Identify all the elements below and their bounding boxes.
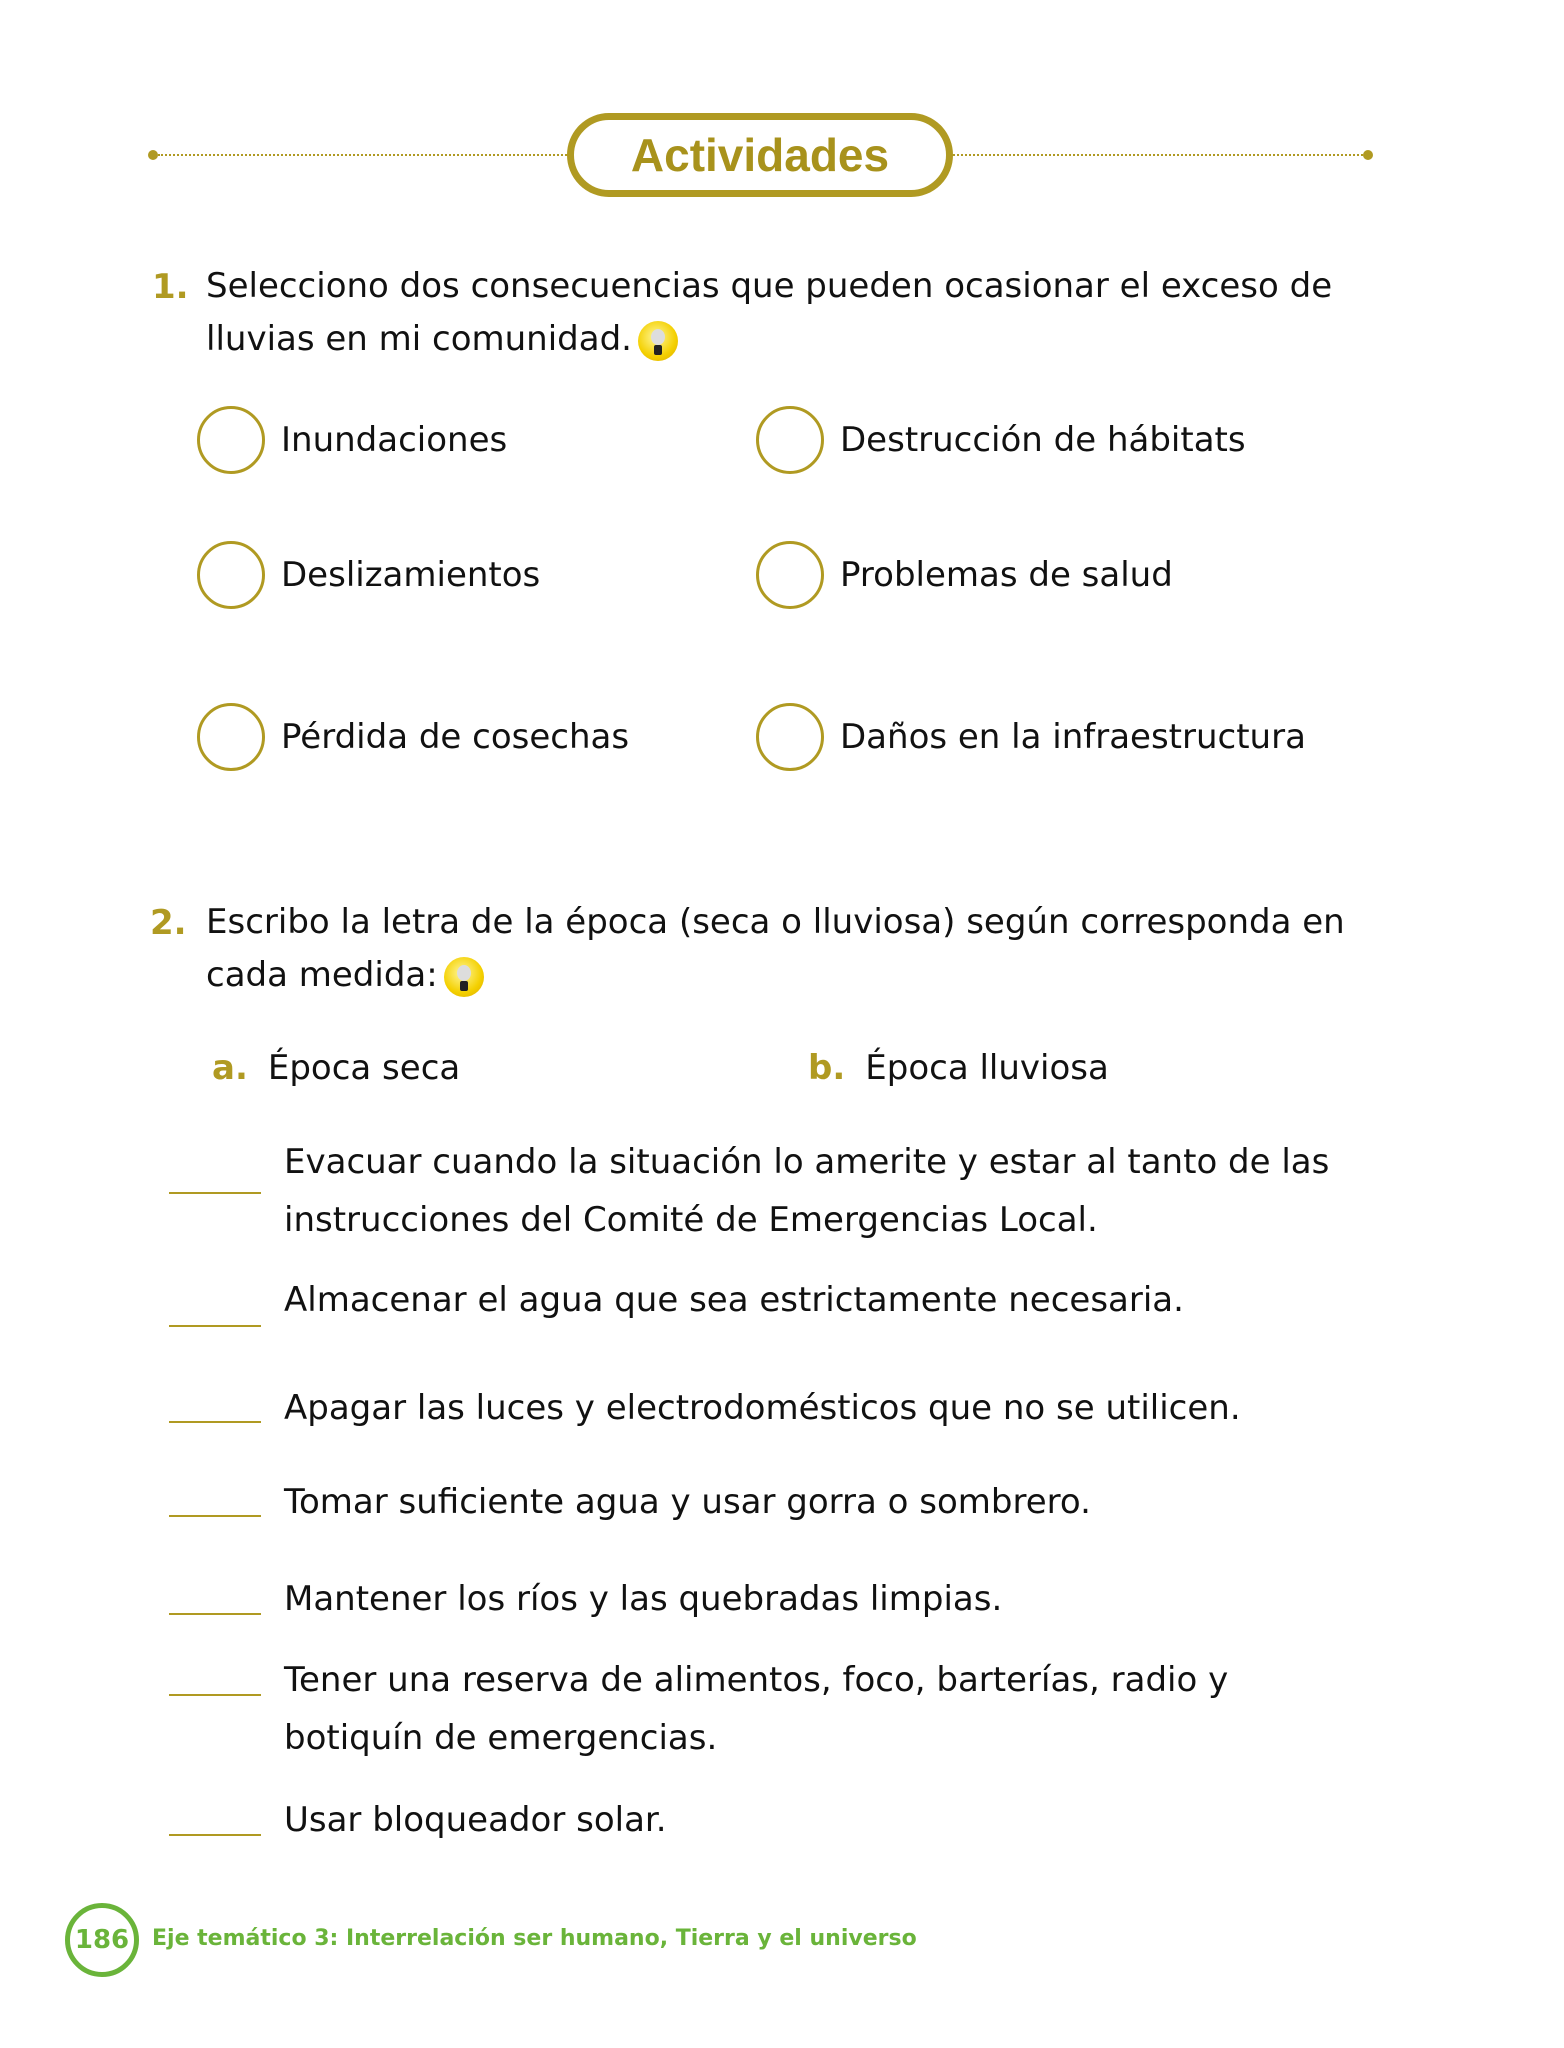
option-label: Daños en la infraestructura bbox=[840, 717, 1306, 757]
legend-a bbox=[212, 1048, 460, 1088]
option-problemas-salud[interactable] bbox=[756, 541, 1173, 609]
lightbulb-icon bbox=[638, 321, 678, 361]
answer-blank-4[interactable] bbox=[169, 1515, 261, 1517]
q2-prompt: Escribo la letra de la época (seca o lluviosa) según corresponda en cada medida: bbox=[206, 902, 1345, 995]
option-label: Pérdida de cosechas bbox=[281, 717, 630, 757]
q1-number: 1. bbox=[152, 267, 189, 307]
q2-number: 2. bbox=[150, 903, 187, 943]
option-inundaciones[interactable] bbox=[197, 406, 507, 474]
legend-letter: a. bbox=[212, 1048, 248, 1088]
radio-circle[interactable] bbox=[756, 541, 824, 609]
option-danos-infraestructura[interactable] bbox=[756, 703, 1306, 771]
radio-circle[interactable] bbox=[197, 703, 265, 771]
legend-letter: b. bbox=[808, 1048, 846, 1088]
legend-label: Época lluviosa bbox=[865, 1048, 1109, 1088]
measure-item: Usar bloqueador solar. bbox=[284, 1800, 667, 1840]
divider-dot-left bbox=[148, 150, 158, 160]
divider-dot-right bbox=[1363, 150, 1373, 160]
radio-circle[interactable] bbox=[197, 541, 265, 609]
option-label: Destrucción de hábitats bbox=[840, 420, 1246, 460]
option-label: Deslizamientos bbox=[281, 555, 541, 595]
page-number: 186 bbox=[65, 1903, 139, 1977]
option-perdida-cosechas[interactable] bbox=[197, 703, 629, 771]
legend-label: Época seca bbox=[267, 1048, 461, 1088]
footer-text: Eje temático 3: Interrelación ser humano, Tierra y el universo bbox=[152, 1926, 917, 1951]
option-deslizamientos[interactable] bbox=[197, 541, 540, 609]
divider-left bbox=[158, 154, 567, 156]
option-label: Problemas de salud bbox=[840, 555, 1173, 595]
answer-blank-5[interactable] bbox=[169, 1613, 261, 1615]
measure-item: Mantener los ríos y las quebradas limpias. bbox=[284, 1579, 1003, 1619]
q2-text bbox=[206, 896, 1366, 1002]
option-label: Inundaciones bbox=[281, 420, 508, 460]
radio-circle[interactable] bbox=[756, 703, 824, 771]
section-title: Actividades bbox=[630, 129, 890, 181]
measure-item: Tomar suficiente agua y usar gorra o sombrero. bbox=[284, 1482, 1091, 1522]
measure-item: Tener una reserva de alimentos, foco, barterías, radio y botiquín de emergencias. bbox=[284, 1660, 1229, 1758]
measure-item: Almacenar el agua que sea estrictamente necesaria. bbox=[284, 1280, 1184, 1320]
answer-blank-2[interactable] bbox=[169, 1325, 261, 1327]
answer-blank-1[interactable] bbox=[169, 1192, 261, 1194]
answer-blank-7[interactable] bbox=[169, 1834, 261, 1836]
measure-item: Apagar las luces y electrodomésticos que no se utilicen. bbox=[284, 1388, 1241, 1428]
option-destruccion-habitats[interactable] bbox=[756, 406, 1246, 474]
measure-item: Evacuar cuando la situación lo amerite y estar al tanto de las instrucciones del Comité de Emergencias Local. bbox=[284, 1142, 1330, 1240]
lightbulb-icon bbox=[444, 957, 484, 997]
radio-circle[interactable] bbox=[197, 406, 265, 474]
radio-circle[interactable] bbox=[756, 406, 824, 474]
q1-prompt: Selecciono dos consecuencias que pueden ocasionar el exceso de lluvias en mi comunidad. bbox=[206, 266, 1333, 359]
legend-b bbox=[808, 1048, 1109, 1088]
answer-blank-3[interactable] bbox=[169, 1421, 261, 1423]
answer-blank-6[interactable] bbox=[169, 1694, 261, 1696]
divider-right bbox=[953, 154, 1363, 156]
q1-text bbox=[206, 260, 1386, 366]
section-header bbox=[567, 113, 953, 197]
